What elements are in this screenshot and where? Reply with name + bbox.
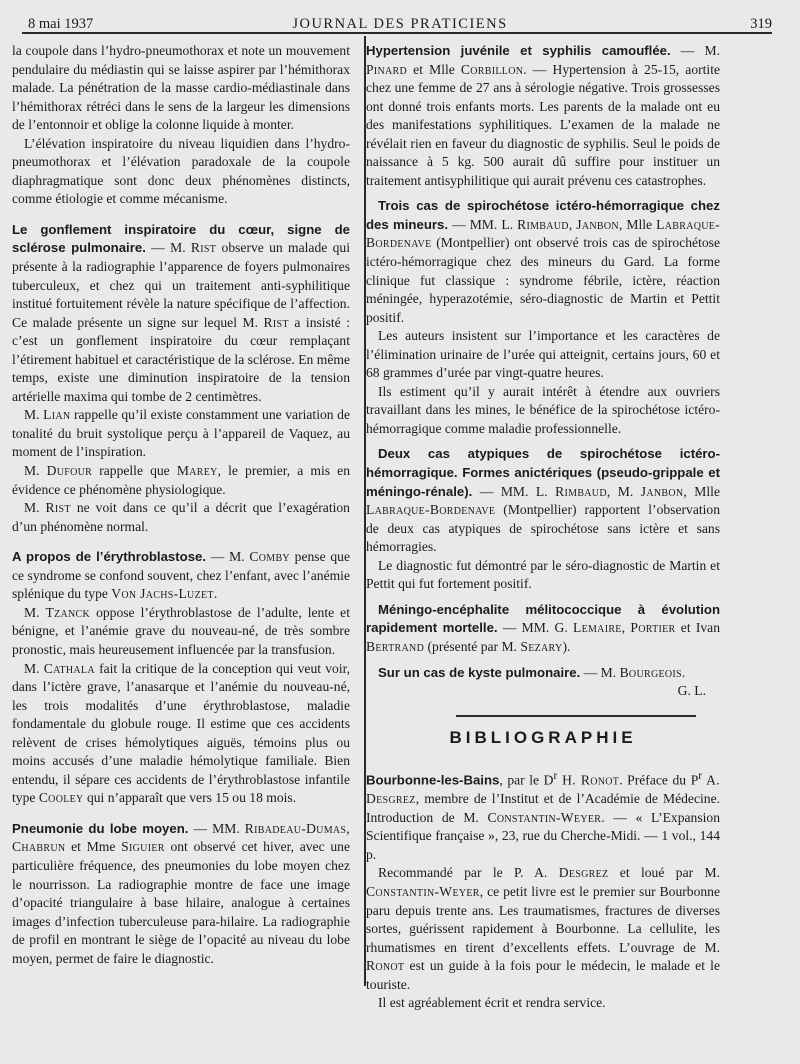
author-name: Rist (45, 500, 71, 516)
section-title: Deux cas atypiques de spirochétose ictéro-hémorragique. Formes anictériques (pseudo-grippale et méningo-rénale). (366, 446, 720, 499)
page-number: 319 (750, 16, 772, 32)
section-kyste (366, 664, 720, 701)
lian-paragraph: M. Lian rappelle qu’il existe constamment une variation de tonalité du bruit systolique perçu à l’appareil de Vaquez, au moment de l’inspiration. (12, 407, 350, 460)
section-title: Pneumonie du lobe moyen. (12, 820, 189, 836)
running-header (28, 12, 772, 34)
gonflement-paragraph: Le gonflement inspiratoire du cœur, signe de sclérose pulmonaire. — M. Rist observe un malade qui présente à la radiographie l’apparence de foyers pulmonaires tuberculeux, et chez qui un traitement anti-syphilitique institué fortuitement révèle la nature spécifique de l’affection. Ce malade présente un signe sur lequel M. Rist a insisté : c’est un gonflement inspiratoire du cœur remplaçant l’étirement habituel et caractéristique de la sclérose. En même temps, existe une diminution inspiratoire de la tension artérielle maxima qui tombe de 2 centimètres. (12, 221, 350, 404)
author-name: Constantin-Weyer (487, 809, 602, 825)
dufour-paragraph: M. Dufour rappelle que Marey, le premier, a mis en évidence ce phénomène physiologique. (12, 463, 350, 497)
author-name: Cathala (43, 660, 95, 676)
section-erythroblastose (12, 548, 350, 808)
author-name: H. Ronot (557, 772, 620, 788)
author-name: Rist (263, 314, 289, 330)
rist-paragraph: M. Rist ne voit dans ce qu’il a décrit que l’exagération d’un phénomène normal. (12, 500, 350, 534)
intro-paragraph-2: L’élévation inspiratoire du niveau liquidien dans l’hydro-pneumothorax et l’élévation paradoxale de la coupole diaphragmatique sont donc deux phénomènes distincts, comme étiologie et comme mécanisme. (12, 135, 350, 207)
header-rule (22, 32, 772, 34)
book-review-final: Il est agréablement écrit et rendra service. (378, 995, 606, 1011)
pneumonie-paragraph: Pneumonie du lobe moyen. — MM. Ribadeau-Dumas, Chabrun et Mme Siguier ont observé cet hiver, avec une particulière fréquence, des pneumonies du lobe moyen chez le nourrisson. La radiographie montre de face une image d’opacité triangulaire à base hilaire, analogue à certaines images d’infection tuberculeuse para-hilaire. La radiographie de profil en montrant le siège de l’opacité au niveau du lobe moyen, permet de faire le diagnostic. (12, 820, 350, 966)
author-name: Tzanck (45, 604, 91, 620)
intro-paragraph-1: la coupole dans l’hydro-pneumothorax et note un mouvement pendulaire du médiastin qui se laisse aspirer par l’hémithorax malade. La pénétration de la masse cardio-médiastinale dans l’hémithorax rétréci dans le sens de la largeur les dimensions de l’entonnoir et oblige la colonne liquide à monter. (12, 43, 350, 133)
author-name: Ronot (366, 958, 405, 974)
spiro2-paragraph-2: Le diagnostic fut démontré par le séro-diagnostic de Martin et Pettit qui fut fortement positif. (366, 557, 720, 592)
spiro1-paragraph-3: Ils estiment qu’il y aurait intérêt à étendre aux ouvriers travaillant dans les mines, le bénéfice de la spirochétose ictéro-hémorragique comme maladie professionnelle. (366, 383, 720, 436)
author-name: Rimbaud (555, 483, 607, 499)
author-name: Janbon (576, 216, 619, 232)
author-name: Lian (43, 407, 71, 423)
author-name: Desgrez (558, 865, 609, 881)
section-title: Hypertension juvénile et syphilis camouflée. (366, 43, 671, 58)
author-name: Cooley (38, 790, 84, 806)
erythro-paragraph: A propos de l’érythroblastose. — M. Comby pense que ce syndrome se confond souvent, chez l’enfant, avec l’anémie splénique du type Von Jachs-Luzet. (12, 549, 350, 602)
journal-title: JOURNAL DES PRATICIENS (292, 16, 508, 32)
author-name: Bertrand (366, 638, 425, 654)
tzanck-paragraph: M. Tzanck oppose l’érythroblastose de l’adulte, lente et bénigne, et l’anémie grave du nouveau-né, de très sombre pronostic, mais heureusement influencée par la transfusion. (12, 604, 350, 657)
book-review: Recommandé par le P. A. Desgrez et loué par M. Constantin-Weyer, ce petit livre est le premier sur Bourbonne paru depuis trente ans. Les traumatismes, fractures de diverses sortes, guérissent rapidement à Bourbonne. La cellulite, les rhumatismes en tirent d’excellents effets. L’ouvrage de M. Ronot est un guide à la fois pour le médecin, le malade et le touriste. (366, 865, 720, 992)
author-name: Labraque-Bordenave (366, 216, 721, 251)
author-name: Rist (190, 240, 217, 256)
bibliographie-entry (366, 767, 720, 1013)
author-name: Von Jachs-Luzet (111, 586, 214, 602)
section-gonflement (12, 221, 350, 536)
issue-date: 8 mai 1937 (28, 16, 94, 32)
section-title: Le gonflement inspiratoire du cœur, signe de sclérose pulmonaire. (12, 221, 350, 256)
section-title: A propos de l’érythroblastose. (12, 549, 207, 565)
spiro1-paragraph-2: Les auteurs insistent sur l’importance et les caractères de l’élimination urinaire de l’urée qui atteignit, certains jours, 60 et 68 grammes d’urée par vingt-quatre heures. (366, 328, 720, 381)
section-spirochetose-atypiques (366, 445, 720, 593)
author-name: Bourgeois (619, 664, 682, 680)
section-meningo (366, 601, 720, 657)
hypertension-paragraph: Hypertension juvénile et syphilis camouflée. — M. Pinard et Mlle Corbillon. — Hypertension à 25-15, aortite chez une femme de 27 ans à sérologie négative. Trois grossesses ont donné trois enfants morts. Les parents de la malade ont eu des manifestations syphilitiques. L’examen de la malade ne révélait rien en faveur du diagnostic de syphilis. Seul le poids de naissance à 5 kg. 500 aurait dû suffire pour instituer un traitement antisyphilitique qui aurait prévenu ces catastrophes. (366, 43, 721, 188)
author-name: Marey (176, 463, 218, 479)
section-title: Méningo-encéphalite mélitococcique à évolution rapidement mortelle. (366, 601, 720, 636)
author-name: Janbon (640, 483, 684, 499)
author-name: A. Desgrez (366, 772, 720, 807)
book-title: Bourbonne-les-Bains (366, 772, 500, 788)
author-name: Labraque-Bordenave (366, 502, 496, 518)
author-name: Rimbaud (517, 216, 569, 232)
author-name: Dufour (46, 463, 93, 479)
spiro1-paragraph: Trois cas de spirochétose ictéro-hémorragique chez des mineurs. — MM. L. Rimbaud, Janbon, Mlle Labraque-Bordenave (Montpellier) ont observé trois cas de spirochétose ictéro-hémorragique chez des mineurs du Gard. La forme clinique fut classique : syndrome fébrile, ictère, réaction méningée, hyperazotémie, séro-diagnostic de Martin et Pettit positif. (366, 198, 721, 325)
spiro2-paragraph: Deux cas atypiques de spirochétose ictéro-hémorragique. Formes anictériques (pseudo-grippale et méningo-rénale). — MM. L. Rimbaud, M. Janbon, Mlle Labraque-Bordenave (Montpellier) rapportent l’observation de deux cas atypiques de spirochétose sans ictère et sans hémorragies. (366, 446, 720, 555)
left-column (12, 42, 350, 968)
right-column (366, 42, 720, 1013)
signature: G. L. (677, 683, 706, 699)
author-name: Constantin-Weyer (366, 883, 480, 899)
author-name: Portier (630, 620, 676, 636)
section-pneumonie (12, 820, 350, 968)
author-name: Lemaire (572, 620, 622, 636)
cathala-paragraph: M. Cathala fait la critique de la conception qui veut voir, dans l’ictère grave, l’anasarque et l’anémie du nouveau-né, les trois modalités d’une érythroblastose, maladie fondamentale du globule rouge. Il estime que ces accidents relèvent de crises hémolytiques aiguës, témoins plus ou moins accusés d’une maladie hémolytique familiale. Bien entendu, il sépare ces accidents de l’érythroblastose infantile type Cooley qui n’apparaît que vers 15 ou 18 mois. (12, 660, 350, 806)
author-name: Ribadeau-Dumas, Chabrun (12, 820, 350, 855)
section-title: Trois cas de spirochétose ictéro-hémorragique chez des mineurs. (366, 198, 720, 232)
author-name: Siguier (121, 839, 165, 855)
author-name: Pinard (366, 61, 408, 77)
bibliographie-heading: BIBLIOGRAPHIE (449, 727, 637, 747)
section-hypertension (366, 42, 720, 190)
book-reference: Bourbonne-les-Bains, par le $D^r$ H. Ronot. Préface du $P^r$ A. Desgrez, membre de l’Institut et de l’Académie de Médecine. Introduction de M. Constantin-Weyer. — « L’Expansion Scientifique française », 23, rue du Cherche-Midi. — 1 vol., 144 p. (366, 770, 720, 862)
author-name: Corbillon (460, 61, 524, 77)
kyste-paragraph: Sur un cas de kyste pulmonaire. — M. Bourgeois. (378, 664, 686, 680)
section-rule (456, 715, 696, 717)
meningo-paragraph: Méningo-encéphalite mélitococcique à évolution rapidement mortelle. — MM. G. Lemaire, Portier et Ivan Bertrand (présenté par M. Sezary). (366, 601, 720, 654)
section-spirochetose-mineurs (366, 197, 720, 438)
author-name: Comby (249, 549, 290, 565)
author-name: Sezary (520, 638, 563, 654)
section-title: Sur un cas de kyste pulmonaire. (378, 664, 581, 680)
